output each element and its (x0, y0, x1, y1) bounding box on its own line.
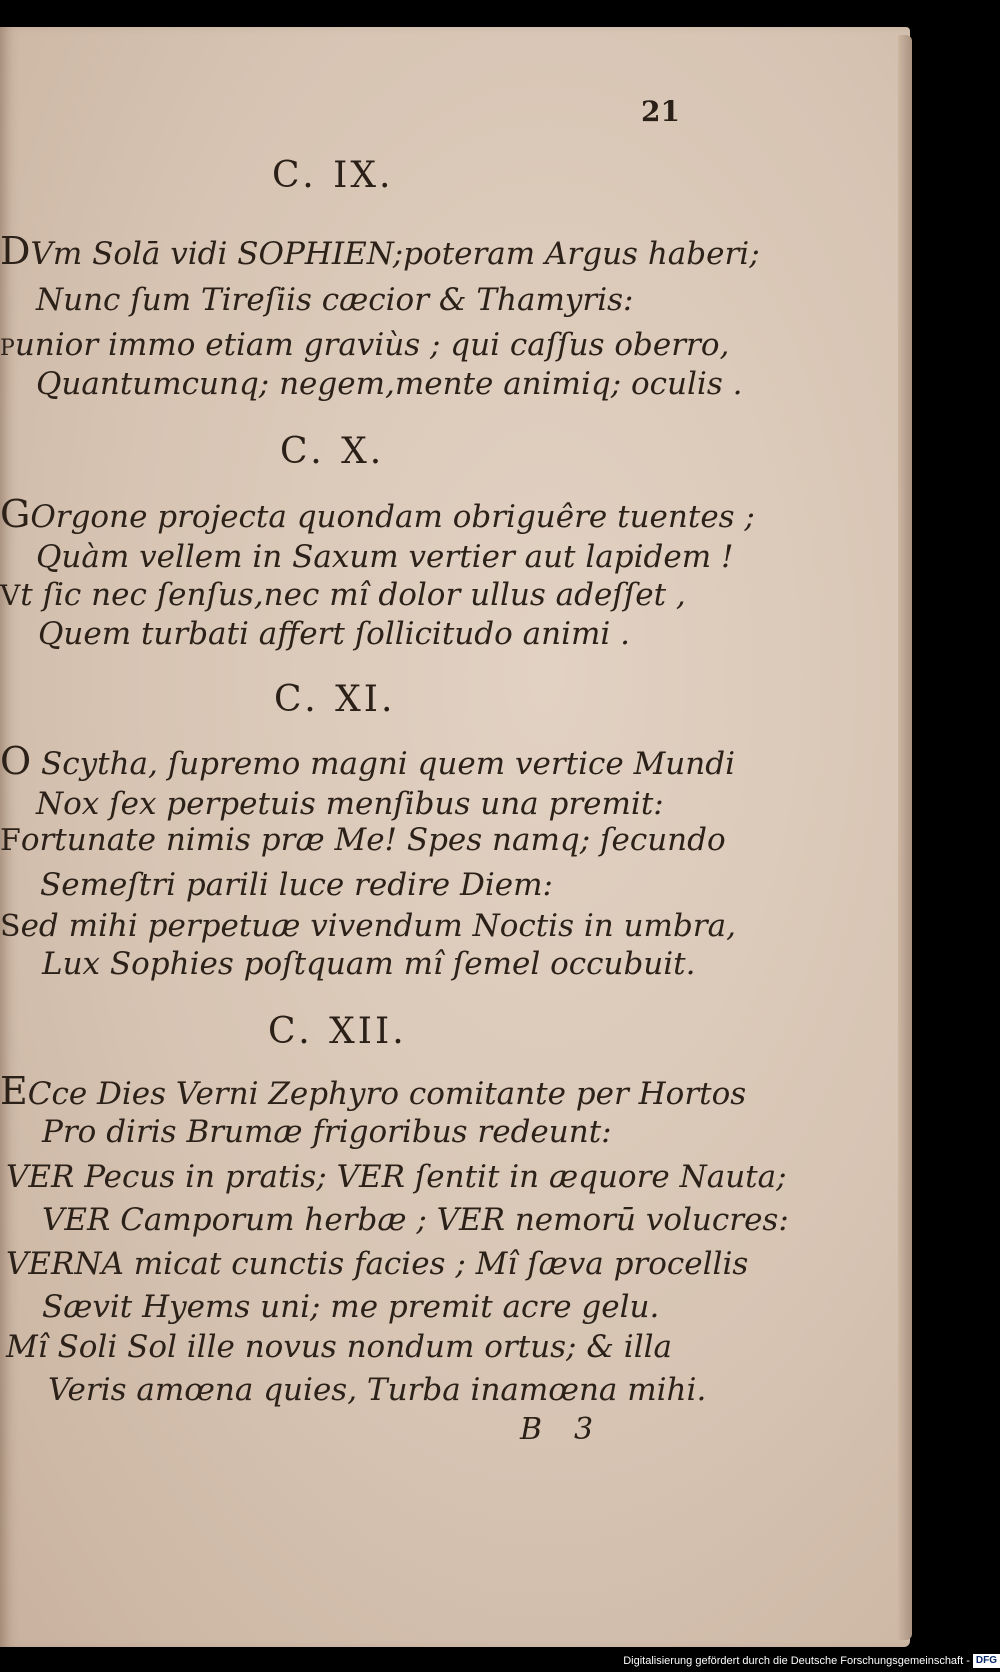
drop-capital: O (0, 739, 32, 783)
verse-line (0, 229, 760, 273)
drop-capital: S (0, 909, 21, 944)
section-heading-x (280, 431, 384, 472)
digitization-credit (600, 1652, 1000, 1670)
credit-text: Digitalisierung gefördert durch die Deutsche Forschungsgemeinschaft - (623, 1655, 970, 1667)
folio-number: 21 (641, 95, 680, 128)
signature-number: 3 (574, 1412, 594, 1447)
verse-line (42, 1114, 612, 1150)
verse-text: Pro diris Brumæ frigoribus redeunt: (42, 1114, 612, 1150)
signature-letter: B (520, 1412, 543, 1447)
verse-line (0, 1069, 747, 1113)
verse-text: t ſic nec ſenſus,nec mî dolor ullus adeſſet , (20, 577, 686, 613)
verse-text: Quàm vellem in Saxum vertier aut lapidem ! (36, 539, 734, 575)
drop-capital: V (0, 579, 21, 612)
verse-line (42, 1202, 789, 1238)
verse-text: Sævit Hyems uni; me premit acre gelu. (42, 1289, 660, 1325)
verse-line (40, 867, 553, 903)
verse-text: Vm Solā vidi SOPHIEN;poteram Argus haberi; (30, 236, 760, 272)
heading-label: C. (274, 679, 320, 720)
verse-line (36, 539, 734, 575)
verse-text: ortunate nimis præ Me! Spes namq; ſecundo (20, 822, 726, 858)
verse-text: Nunc ſum Tireſiis cæcior & Thamyris: (36, 282, 634, 318)
verse-text: VER Camporum herbæ ; VER nemorū volucres: (42, 1202, 789, 1238)
heading-numeral: XII. (329, 1011, 407, 1052)
drop-capital: E (0, 1069, 28, 1113)
drop-capital: G (0, 492, 31, 536)
drop-capital: P (0, 336, 15, 361)
verse-text: Scytha, ſupremo magni quem vertice Mundi (31, 746, 735, 782)
verse-line (0, 492, 755, 536)
section-heading-xi (274, 679, 395, 720)
verse-line (0, 327, 730, 363)
verse-text: Lux Sophies poſtquam mî ſemel occubuit. (42, 946, 696, 982)
verse-text: Nox ſex perpetuis menſibus una premit: (36, 786, 664, 822)
signature-mark (520, 1412, 593, 1447)
verse-text: Quantumcunq; negem,mente animiq; oculis . (36, 366, 743, 402)
heading-label: C. (280, 431, 326, 472)
heading-numeral: X. (341, 431, 385, 472)
verse-line (38, 616, 631, 652)
verse-line (0, 739, 735, 783)
page-edge (898, 35, 912, 1640)
verse-line (36, 282, 634, 318)
heading-label: C. (268, 1011, 314, 1052)
verse-line (6, 1159, 787, 1195)
heading-numeral: IX. (333, 155, 394, 196)
heading-numeral: XI. (335, 679, 396, 720)
verse-text: Quem turbati affert ſollicitudo animi . (38, 616, 631, 652)
verse-text: Cce Dies Verni Zephyro comitante per Hortos (27, 1076, 747, 1112)
verse-text: Semeſtri parili luce redire Diem: (40, 867, 553, 903)
verse-line (0, 577, 686, 613)
verse-line (6, 1246, 749, 1282)
verse-line (42, 946, 696, 982)
verse-line (48, 1372, 707, 1408)
verse-line (0, 822, 726, 858)
verse-line (6, 1329, 673, 1365)
verse-text: ed mihi perpetuæ vivendum Noctis in umbra, (20, 908, 736, 944)
verse-text: VER Pecus in pratis; VER ſentit in æquore Nauta; (6, 1159, 787, 1195)
verse-text: VERNA micat cunctis facies ; Mî ſæva procellis (6, 1246, 749, 1282)
verse-line (0, 908, 736, 944)
section-heading-ix (272, 155, 393, 196)
drop-capital: D (0, 229, 31, 273)
book-page (0, 27, 910, 1647)
verse-line (36, 786, 664, 822)
verse-text: Mî Soli Sol ille novus nondum ortus; & illa (6, 1329, 673, 1365)
verse-text: unior immo etiam graviùs ; qui caſſus oberro, (14, 327, 730, 363)
verse-line (42, 1289, 660, 1325)
section-heading-xii (268, 1011, 407, 1052)
verse-text: Orgone projecta quondam obriguêre tuentes ; (30, 499, 755, 535)
verse-text: Veris amœna quies, Turba inamœna mihi. (48, 1372, 707, 1408)
verse-line (36, 366, 743, 402)
dfg-logo: DFG (973, 1654, 1000, 1668)
heading-label: C. (272, 155, 318, 196)
drop-capital: F (0, 823, 21, 858)
